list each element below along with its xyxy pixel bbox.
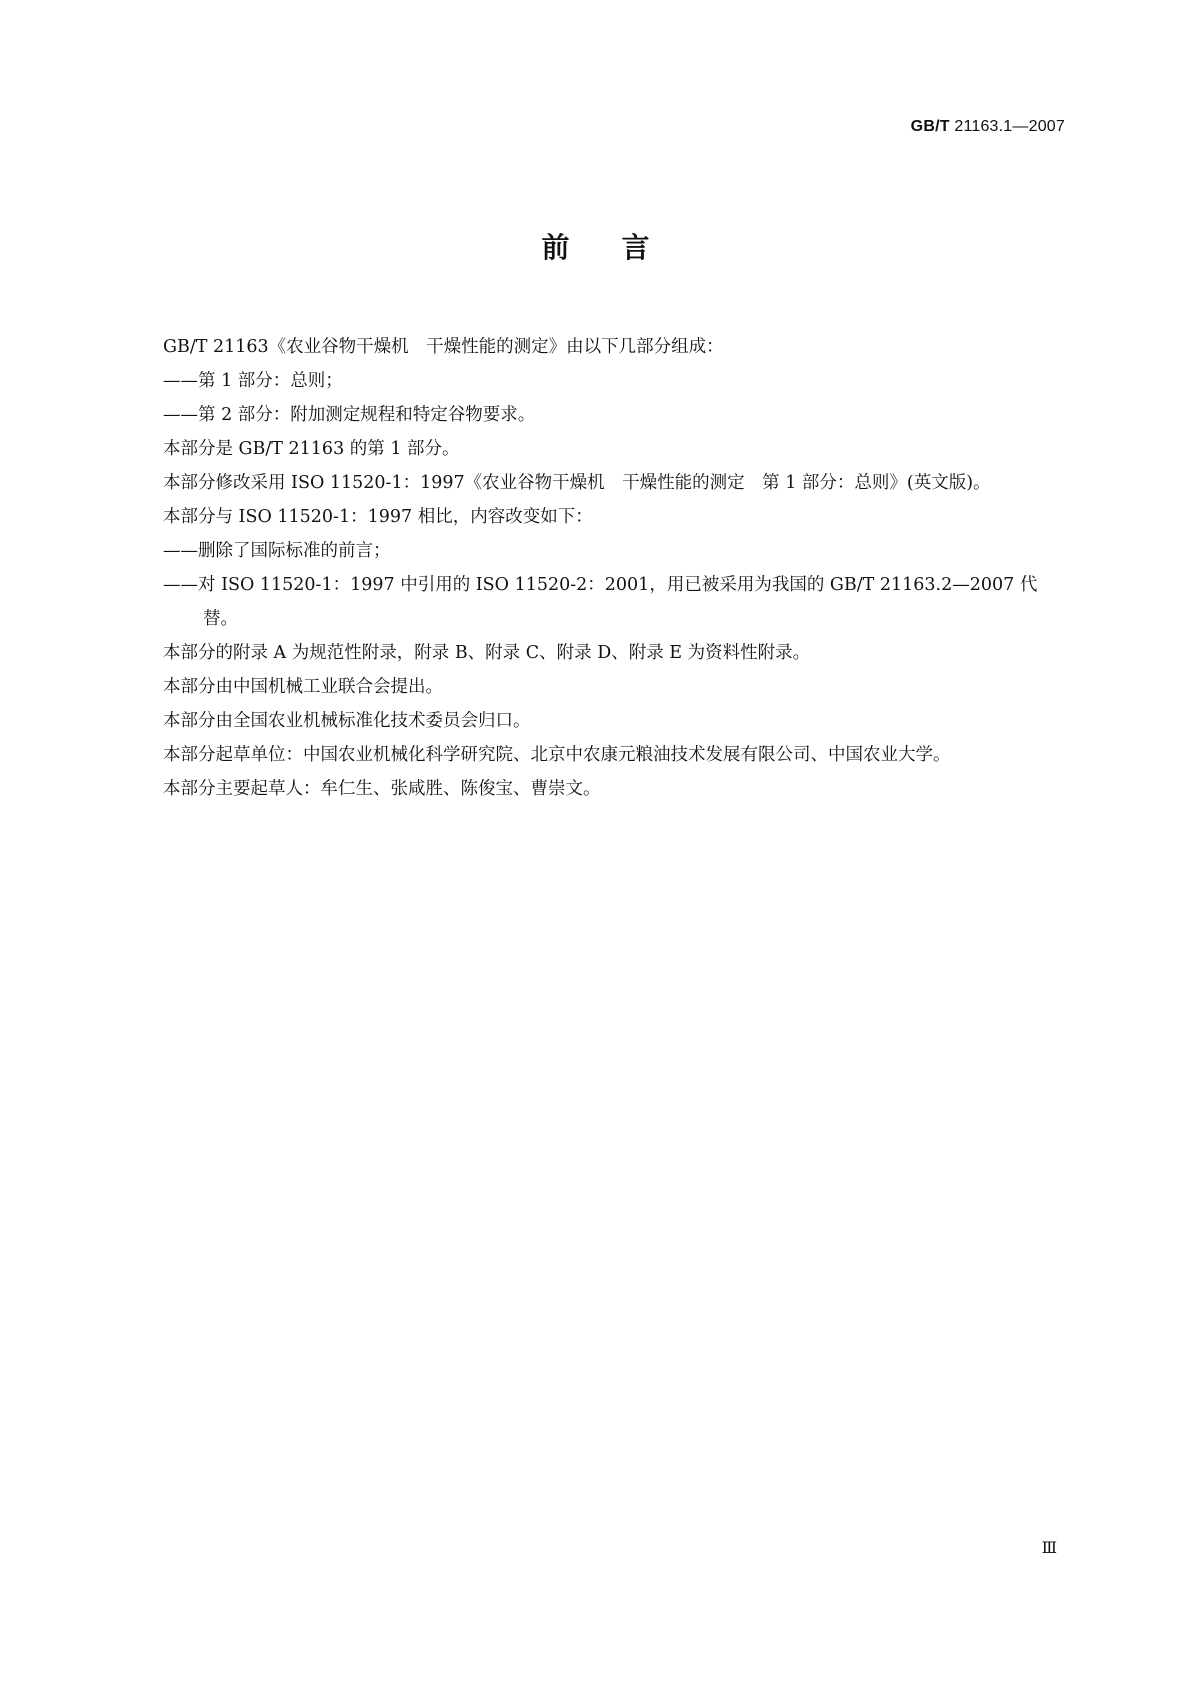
paragraph: 本部分由全国农业机械标准化技术委员会归口。	[163, 711, 531, 731]
dash-list-item: ——第 1 部分：总则；	[163, 371, 343, 391]
document-body	[128, 330, 1064, 806]
standard-code-number: 21163.1—2007	[949, 118, 1065, 135]
standard-code-prefix: GB/T	[910, 118, 950, 135]
paragraph: 本部分修改采用 ISO 11520-1：1997《农业谷物干燥机 干燥性能的测定 第 1 部分：总则》(英文版)。	[163, 473, 991, 493]
page-number: Ⅲ	[1041, 1538, 1057, 1557]
dash-list-item: ——第 2 部分：附加测定规程和特定谷物要求。	[163, 405, 536, 425]
paragraph: 本部分主要起草人：牟仁生、张咸胜、陈俊宝、曹崇文。	[163, 779, 601, 799]
paragraph: 本部分是 GB/T 21163 的第 1 部分。	[163, 439, 460, 459]
dash-list-item: ——删除了国际标准的前言；	[163, 541, 391, 561]
paragraph: 本部分起草单位：中国农业机械化科学研究院、北京中农康元粮油技术发展有限公司、中国农业大学。	[163, 745, 951, 765]
paragraph: 本部分由中国机械工业联合会提出。	[163, 677, 443, 697]
standard-code	[911, 118, 1065, 136]
page-title: 前言	[541, 231, 702, 264]
dash-list-item: ——对 ISO 11520-1：1997 中引用的 ISO 11520-2：2001，用已被采用为我国的 GB/T 21163.2—2007 代替。	[163, 575, 1038, 629]
paragraph: 本部分的附录 A 为规范性附录，附录 B、附录 C、附录 D、附录 E 为资料性附录。	[163, 643, 811, 663]
paragraph: GB/T 21163《农业谷物干燥机 干燥性能的测定》由以下几部分组成：	[163, 337, 724, 357]
paragraph: 本部分与 ISO 11520-1：1997 相比，内容改变如下：	[163, 507, 593, 527]
